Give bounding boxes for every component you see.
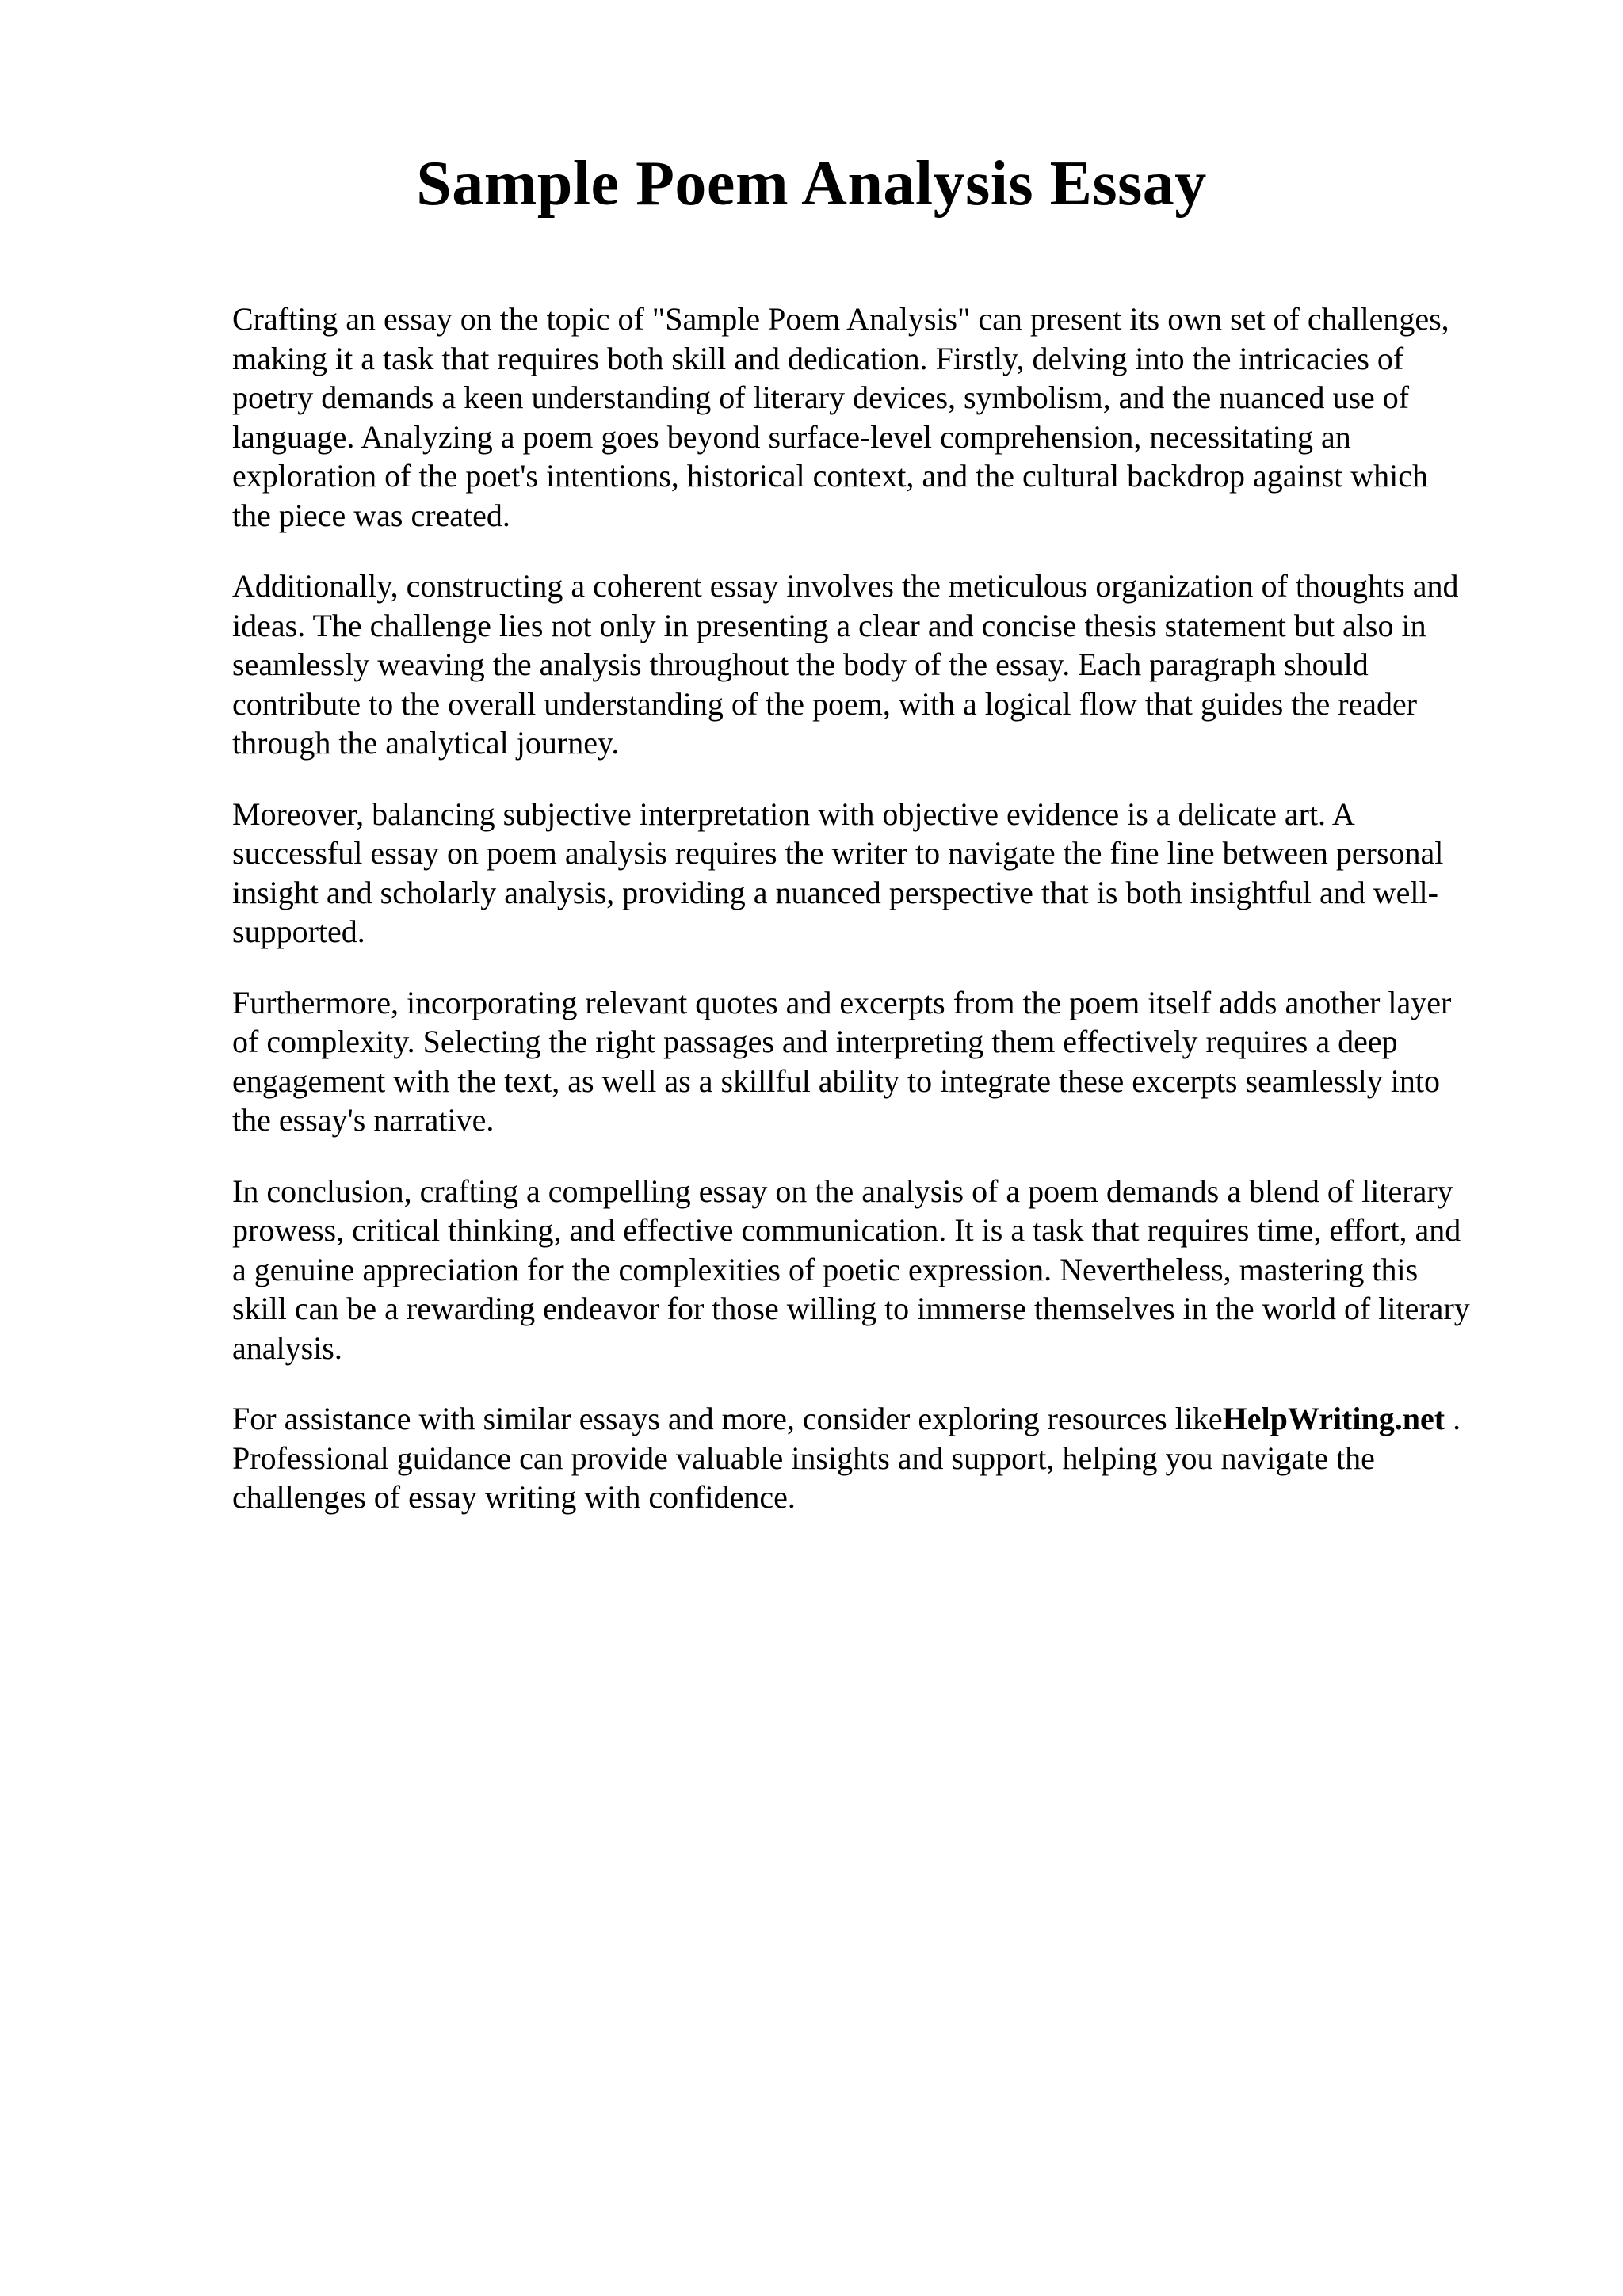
text-line: ideas. The challenge lies not only in presenting a clear and concise thesis statement but also in xyxy=(232,607,1426,643)
paragraph-intro xyxy=(232,299,1548,535)
closing-suffix: . xyxy=(1445,1401,1461,1436)
paragraph-organization xyxy=(232,566,1548,763)
text-line: engagement with the text, as well as a skillful ability to integrate these excerpts seamlessly into xyxy=(232,1062,1441,1099)
closing-prefix: For assistance with similar essays and more, consider exploring resources like xyxy=(232,1401,1223,1436)
text-line: poetry demands a keen understanding of literary devices, symbolism, and the nuanced use of xyxy=(232,379,1410,415)
text-line: Furthermore, incorporating relevant quotes and excerpts from the poem itself adds another layer xyxy=(232,984,1452,1020)
text-line: prowess, critical thinking, and effective communication. It is a task that requires time, effort, and xyxy=(232,1212,1461,1248)
text-line: the essay's narrative. xyxy=(232,1102,495,1138)
text-line: a genuine appreciation for the complexities of poetic expression. Nevertheless, mastering this xyxy=(232,1251,1419,1287)
text-line: of complexity. Selecting the right passages and interpreting them effectively requires a deep xyxy=(232,1024,1398,1059)
text-line: In conclusion, crafting a compelling essay on the analysis of a poem demands a blend of literary xyxy=(232,1173,1453,1209)
text-line: skill can be a rewarding endeavor for those willing to immerse themselves in the world of literary xyxy=(232,1291,1470,1326)
text-line: insight and scholarly analysis, providing a nuanced perspective that is both insightful and well- xyxy=(232,874,1438,910)
text-line: Crafting an essay on the topic of "Sample Poem Analysis" can present its own set of challenges, xyxy=(232,301,1449,337)
text-line: Moreover, balancing subjective interpretation with objective evidence is a delicate art. A xyxy=(232,795,1355,832)
page-title: Sample Poem Analysis Essay xyxy=(416,149,1207,219)
text-line: making it a task that requires both skill and dedication. Firstly, delving into the intricacies of xyxy=(232,340,1404,376)
text-line: the piece was created. xyxy=(232,497,510,533)
paragraph-interpretation xyxy=(232,795,1548,952)
text-line: language. Analyzing a poem goes beyond surface-level comprehension, necessitating an xyxy=(232,418,1351,455)
text-line: analysis. xyxy=(232,1329,342,1366)
text-line: challenges of essay writing with confidence. xyxy=(232,1479,796,1515)
text-line: supported. xyxy=(232,913,365,949)
helpwriting-link[interactable]: HelpWriting.net xyxy=(1222,1401,1445,1436)
text-line: through the analytical journey. xyxy=(232,725,620,761)
text-line: exploration of the poet's intentions, historical context, and the cultural backdrop against which xyxy=(232,458,1429,494)
text-line: successful essay on poem analysis requires the writer to navigate the fine line between personal xyxy=(232,835,1444,871)
closing-line xyxy=(232,1399,1548,1439)
paragraph-conclusion xyxy=(232,1172,1548,1368)
text-line: contribute to the overall understanding of the poem, with a logical flow that guides the reader xyxy=(232,685,1418,722)
text-line: Professional guidance can provide valuable insights and support, helping you navigate the xyxy=(232,1440,1375,1476)
paragraph-quotes xyxy=(232,983,1548,1140)
text-line: seamlessly weaving the analysis throughout the body of the essay. Each paragraph should xyxy=(232,646,1369,682)
text-line: Additionally, constructing a coherent essay involves the meticulous organization of thoughts and xyxy=(232,568,1459,604)
essay-body xyxy=(232,299,1548,1549)
paragraph-closing xyxy=(232,1399,1548,1517)
